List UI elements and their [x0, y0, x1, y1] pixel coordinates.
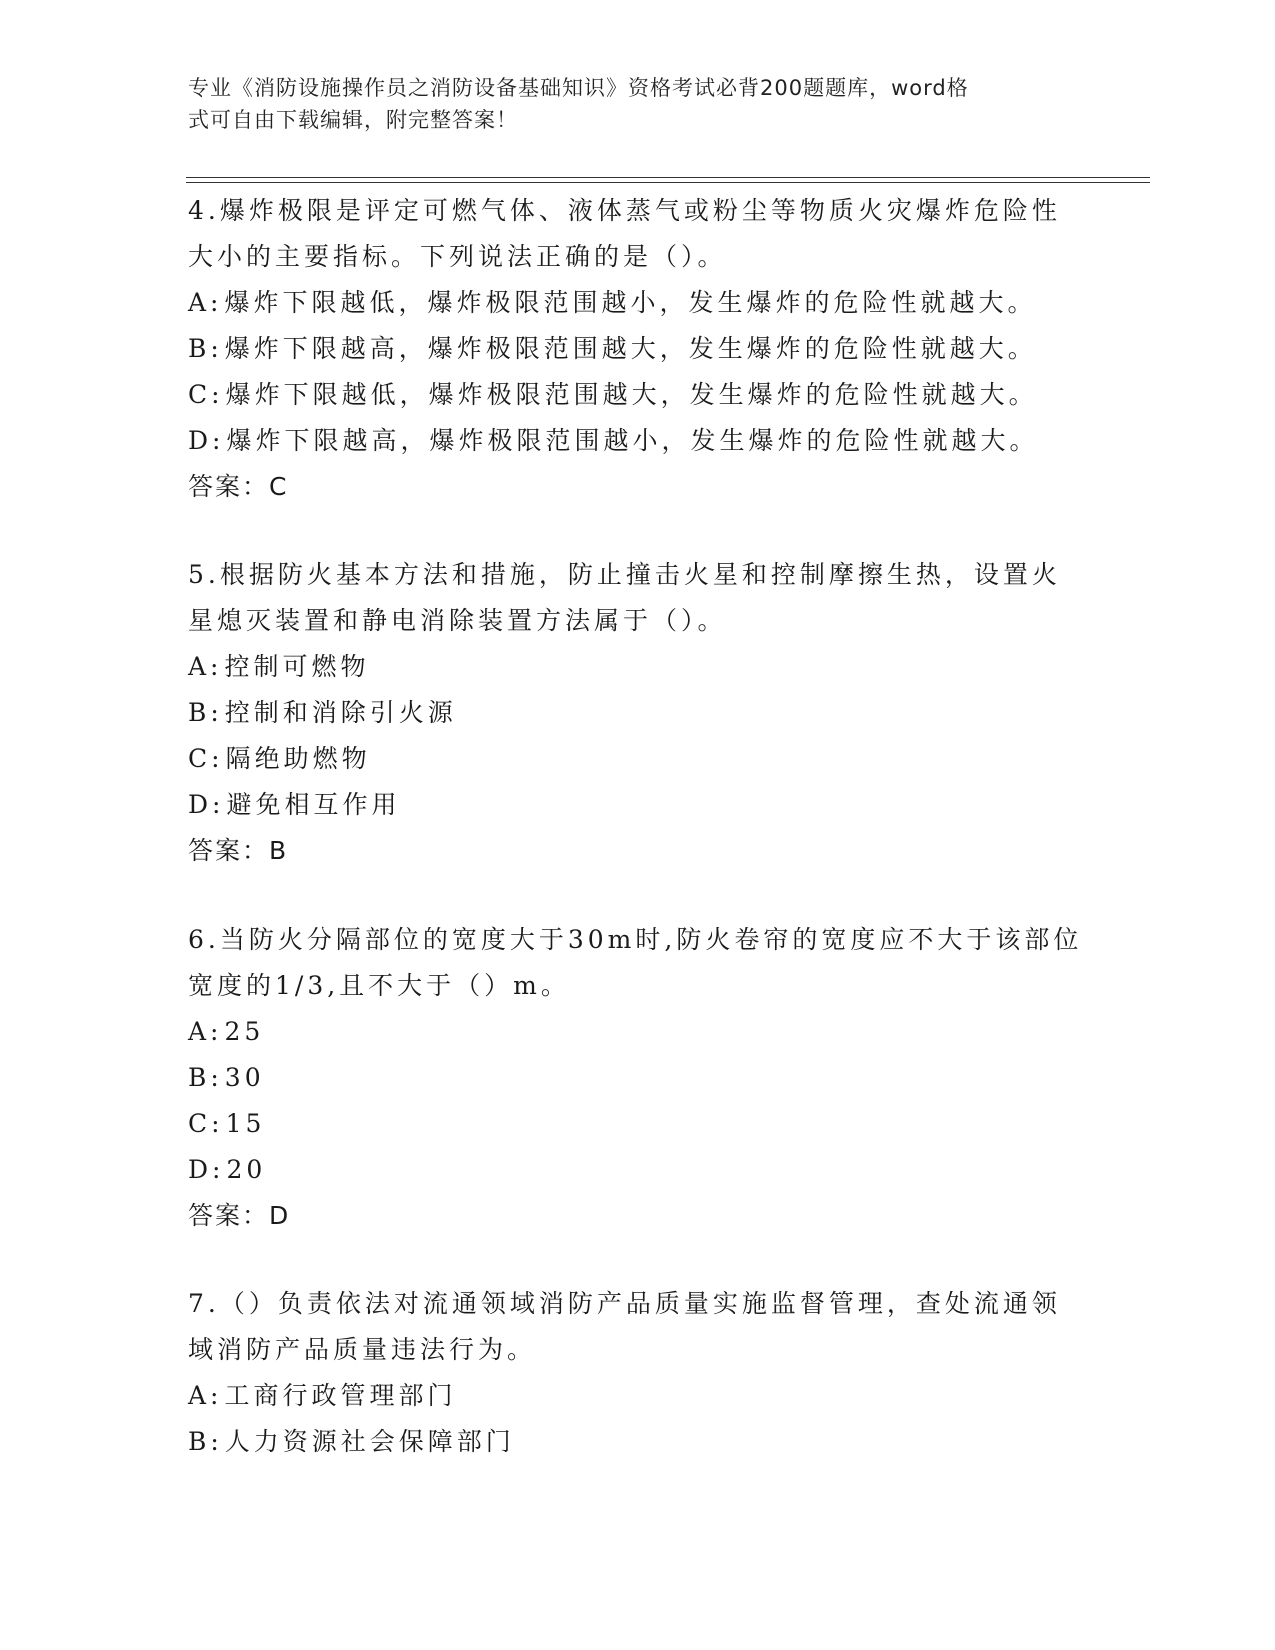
- option-d: D:20: [188, 1155, 267, 1184]
- question-line-2: 宽度的1/3,且不大于（）m。: [188, 971, 570, 1000]
- answer: 答案：C: [188, 472, 289, 501]
- option-a: A:控制可燃物: [188, 652, 370, 681]
- question-line-1: 4.爆炸极限是评定可燃气体、液体蒸气或粉尘等物质火灾爆炸危险性: [188, 196, 1061, 225]
- question-line-2: 大小的主要指标。下列说法正确的是（）。: [188, 242, 727, 271]
- option-d: D:避免相互作用: [188, 790, 401, 819]
- question-line-2: 星熄灭装置和静电消除装置方法属于（）。: [188, 606, 727, 635]
- question-text: [188, 552, 1088, 644]
- option-a: A:爆炸下限越低，爆炸极限范围越小，发生爆炸的危险性就越大。: [188, 288, 1037, 317]
- option-b: B:人力资源社会保障部门: [188, 1427, 515, 1456]
- question-text: [188, 188, 1088, 280]
- question-text: [188, 1281, 1088, 1373]
- question-line-1: 7.（）负责依法对流通领域消防产品质量实施监督管理，查处流通领: [188, 1289, 1061, 1318]
- option-c: C:15: [188, 1109, 266, 1138]
- question-line-1: 5.根据防火基本方法和措施，防止撞击火星和控制摩擦生热，设置火: [188, 560, 1061, 589]
- option-a: A:25: [188, 1017, 265, 1046]
- header-line-2: 式可自由下载编辑，附完整答案！: [188, 108, 518, 132]
- answer: 答案：D: [188, 1201, 291, 1230]
- header-divider-bottom: [186, 182, 1150, 183]
- option-a: A:工商行政管理部门: [188, 1381, 457, 1410]
- option-b: B:30: [188, 1063, 265, 1092]
- header-divider-top: [186, 177, 1150, 178]
- option-b: B:控制和消除引火源: [188, 698, 457, 727]
- option-list: [188, 1373, 1088, 1465]
- question-4: [188, 188, 1088, 510]
- document-header: [188, 72, 1068, 136]
- option-list: [188, 1009, 1088, 1193]
- option-d: D:爆炸下限越高，爆炸极限范围越小，发生爆炸的危险性就越大。: [188, 426, 1039, 455]
- question-line-2: 域消防产品质量违法行为。: [188, 1335, 537, 1364]
- option-c: C:爆炸下限越低，爆炸极限范围越大，发生爆炸的危险性就越大。: [188, 380, 1038, 409]
- header-line-1: 专业《消防设施操作员之消防设备基础知识》资格考试必背200题题库，word格: [188, 76, 969, 100]
- question-6: [188, 917, 1088, 1239]
- option-b: B:爆炸下限越高，爆炸极限范围越大，发生爆炸的危险性就越大。: [188, 334, 1037, 363]
- answer: 答案：B: [188, 836, 289, 865]
- option-list: [188, 644, 1088, 828]
- option-c: C:隔绝助燃物: [188, 744, 371, 773]
- question-text: [188, 917, 1088, 1009]
- question-7: [188, 1281, 1088, 1465]
- option-list: [188, 280, 1088, 464]
- question-5: [188, 552, 1088, 874]
- question-line-1: 6.当防火分隔部位的宽度大于30m时,防火卷帘的宽度应不大于该部位: [188, 925, 1083, 954]
